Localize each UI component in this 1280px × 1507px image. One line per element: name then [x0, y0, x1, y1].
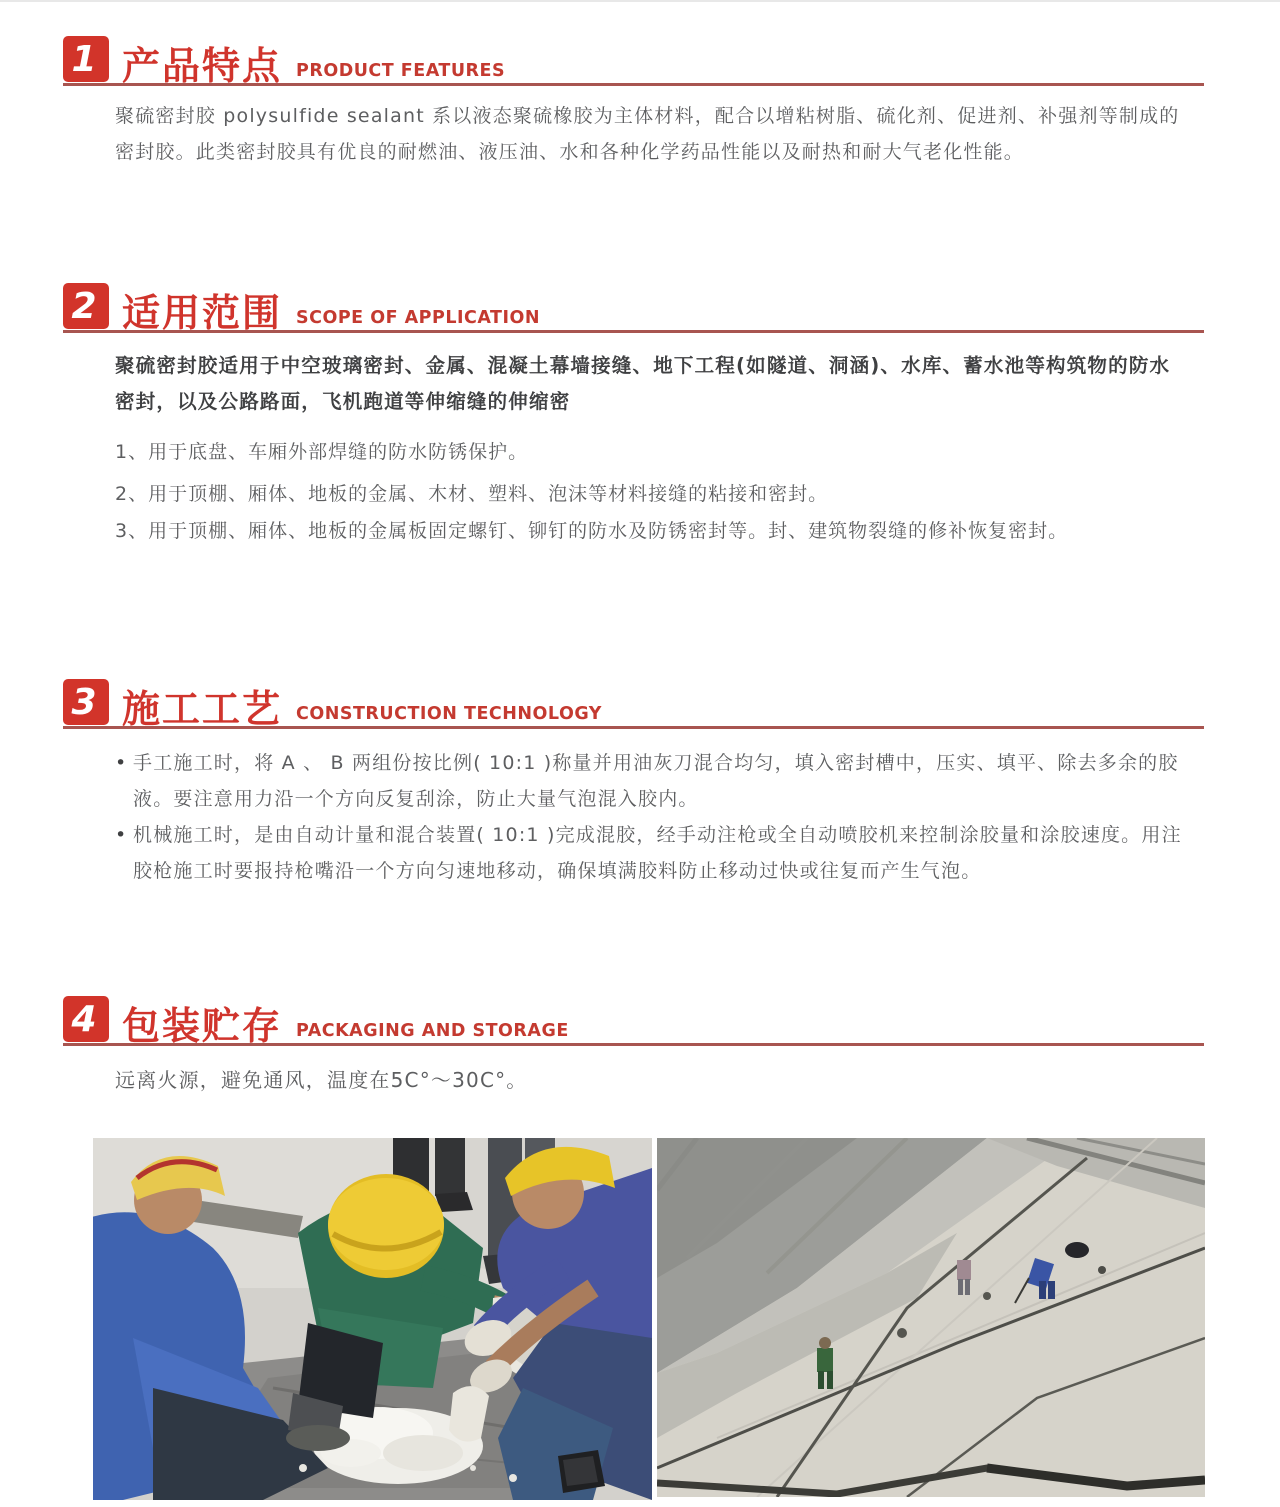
list-item: 3、用于顶棚、厢体、地板的金属板固定螺钉、铆钉的防水及防锈密封等。封、建筑物裂缝的修补恢复密封。: [115, 520, 1069, 542]
bullet-text: 机械施工时，是由自动计量和混合装置( 10:1 )完成混胶，经手动注枪或全自动喷胶机来控制涂胶量和涂胶速度。用注胶枪施工时要报持枪嘴沿一个方向匀速地移动，确保填满胶料防止移动过快或往复而产生气泡。: [133, 824, 1182, 882]
section-1-number-badge: [63, 36, 109, 82]
section-1-title-en: PRODUCT FEATURES: [296, 61, 506, 81]
product-sheet-page: [0, 36, 1280, 1500]
bullet-icon: •: [115, 752, 127, 774]
section-3-title-cn: 施工工艺: [122, 687, 283, 731]
section-4-paragraph: 远离火源，避免通风，温度在5C°～30C°。: [115, 1068, 528, 1092]
section-number: 2: [71, 285, 97, 327]
section-4-title-en: PACKAGING AND STORAGE: [296, 1021, 569, 1041]
section-2-numbered-list: [115, 437, 1204, 546]
bullet-item: [115, 817, 1200, 889]
section-scope-of-application: [63, 283, 1204, 546]
section-packaging-and-storage: [63, 996, 1204, 1500]
section-2-lead-paragraph: 聚硫密封胶适用于中空玻璃密封、金属、混凝土幕墙接缝、地下工程(如隧道、洞涵)、水库、蓄水池等构筑物的防水密封，以及公路路面，飞机跑道等伸缩缝的伸缩密: [115, 354, 1171, 413]
section-number: 4: [71, 998, 97, 1040]
bullet-icon: •: [115, 824, 127, 846]
section-construction-technology: [63, 679, 1204, 889]
section-4-number-badge: [63, 996, 109, 1042]
section-4-title-cn: 包装贮存: [122, 1004, 283, 1048]
bullet-item: [115, 745, 1200, 817]
list-item: 2、用于顶棚、厢体、地板的金属、木材、塑料、泡沫等材料接缝的粘接和密封。: [115, 483, 829, 505]
section-2-title-cn: 适用范围: [122, 291, 283, 335]
section-2-number-badge: [63, 283, 109, 329]
section-3-number-badge: [63, 679, 109, 725]
section-product-features: [63, 36, 1204, 170]
concrete-slope-joint-sealing-photo: [657, 1138, 1205, 1500]
bullet-text: 手工施工时，将 A 、 B 两组份按比例( 10:1 )称量并用油灰刀混合均匀，填入密封槽中，压实、填平、除去多余的胶液。要注意用力沿一个方向反复刮涂，防止大量气泡混入胶内。: [133, 752, 1179, 810]
photo-row: [93, 1138, 1204, 1500]
section-number: 3: [71, 681, 97, 723]
section-number: 1: [71, 38, 97, 80]
section-1-title-cn: 产品特点: [122, 44, 283, 88]
workers-mixing-sealant-photo: [93, 1138, 652, 1500]
section-1-header: [63, 36, 1204, 86]
section-2-header: [63, 283, 1204, 333]
section-4-header: [63, 996, 1204, 1046]
list-item: 1、用于底盘、车厢外部焊缝的防水防锈保护。: [115, 441, 529, 463]
section-3-bullet-list: [63, 745, 1204, 889]
section-3-header: [63, 679, 1204, 729]
section-2-title-en: SCOPE OF APPLICATION: [296, 308, 540, 328]
section-3-title-en: CONSTRUCTION TECHNOLOGY: [296, 704, 602, 724]
section-1-paragraph: 聚硫密封胶 polysulfide sealant 系以液态聚硫橡胶为主体材料，配合以增粘树脂、硫化剂、促进剂、补强剂等制成的密封胶。此类密封胶具有优良的耐燃油、液压油、水和各种化学药品性能以及耐热和耐大气老化性能。: [115, 105, 1180, 163]
